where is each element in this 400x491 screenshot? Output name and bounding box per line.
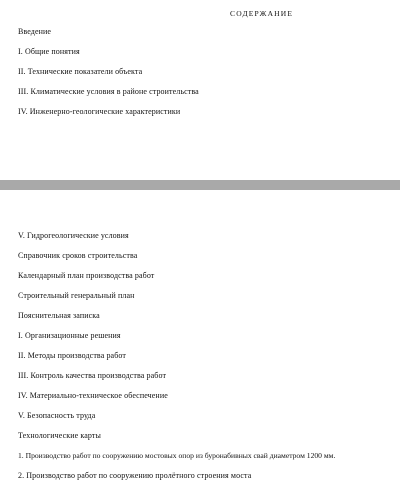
document-page-2 (0, 190, 400, 491)
toc-entry-pile-supports: 1. Производство работ по сооружению мостовых опор из буронабивных свай диаметром 1200 мм. (18, 451, 336, 460)
toc-entry-introduction: Введение (18, 27, 52, 36)
toc-entry-construction-terms: Справочник сроков строительства (18, 251, 138, 260)
toc-entry-material-support: IV. Материально-техническое обеспечение (18, 391, 168, 400)
toc-entry-general-concepts: I. Общие понятия (18, 47, 80, 56)
toc-entry-hydrogeology: V. Гидрогеологические условия (18, 231, 129, 240)
toc-entry-technological-maps: Технологические карты (18, 431, 101, 440)
toc-entry-bridge-span: 2. Производство работ по сооружению пролётного строения моста (18, 471, 252, 480)
toc-entry-labor-safety: V. Безопасность труда (18, 411, 96, 420)
toc-entry-work-methods: II. Методы производства работ (18, 351, 126, 360)
toc-entry-quality-control: III. Контроль качества производства работ (18, 371, 167, 380)
page-separator (0, 180, 400, 190)
toc-entry-site-plan: Строительный генеральный план (18, 291, 135, 300)
toc-entry-climatic-conditions: III. Климатические условия в районе строительства (18, 87, 199, 96)
toc-entry-explanatory-note: Пояснительная записка (18, 311, 100, 320)
toc-entry-calendar-plan: Календарный план производства работ (18, 271, 155, 280)
document-page-1 (0, 0, 400, 180)
document-title: СОДЕРЖАНИЕ (230, 9, 294, 18)
toc-entry-technical-indicators: II. Технические показатели объекта (18, 67, 143, 76)
toc-entry-engineering-geology: IV. Инженерно-геологические характеристики (18, 107, 181, 116)
toc-entry-organizational-decisions: I. Организационные решения (18, 331, 121, 340)
